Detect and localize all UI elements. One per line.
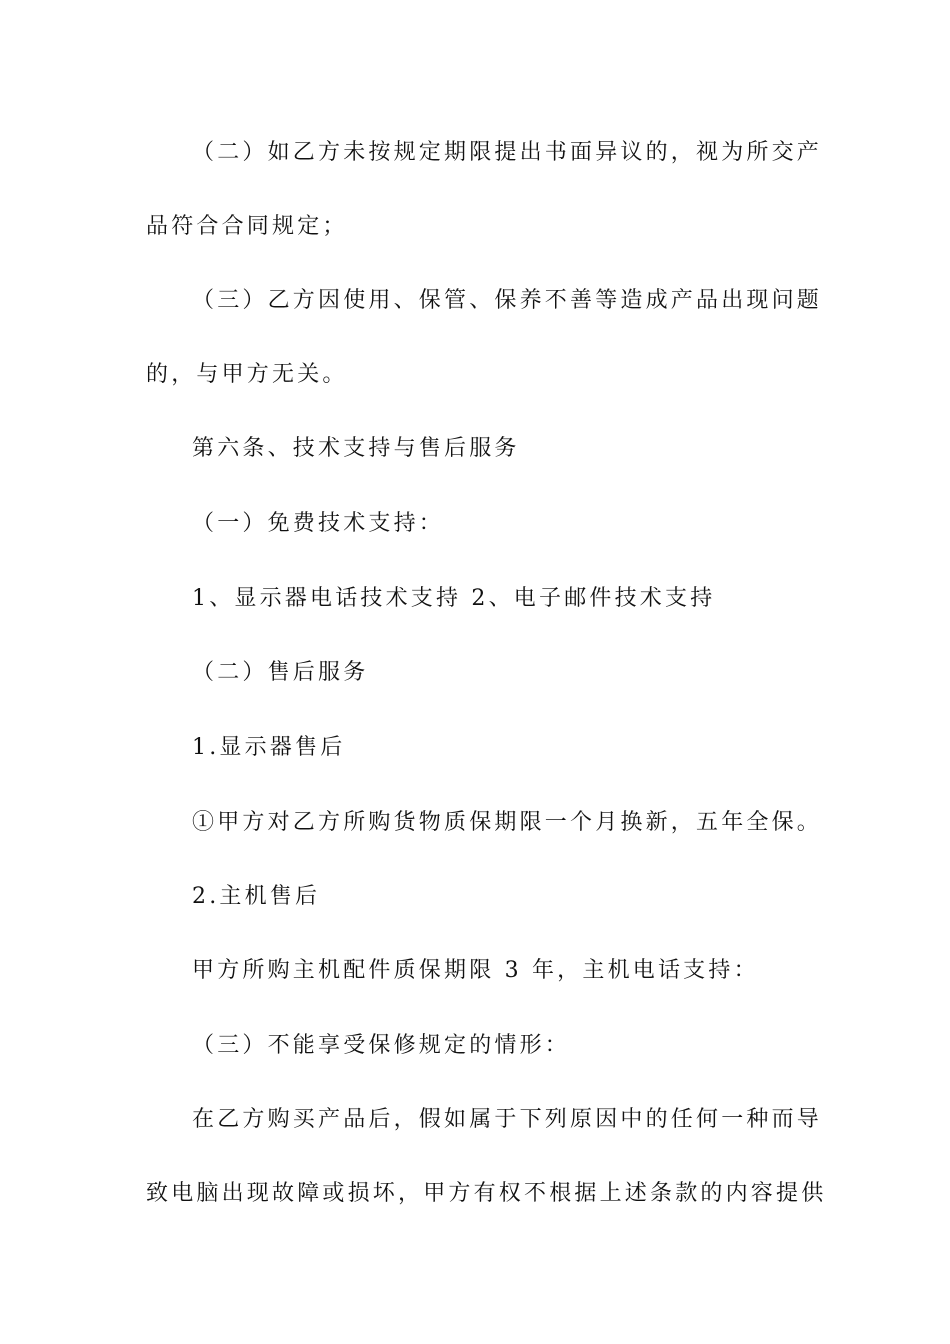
paragraph-line: 1、显示器电话技术支持 2、电子邮件技术支持 (192, 586, 716, 611)
subsection-heading: （二）售后服务 (192, 660, 369, 685)
list-item-heading: 1.显示器售后 (192, 735, 346, 760)
paragraph-line: 甲方所购主机配件质保期限 3 年，主机电话支持： (192, 958, 759, 983)
paragraph-line: 品符合合同规定； (146, 214, 348, 239)
paragraph-line: 致电脑出现故障或损坏，甲方有权不根据上述条款的内容提供 (146, 1181, 827, 1206)
subsection-heading: （一）免费技术支持： (192, 511, 445, 536)
section-heading: 第六条、技术支持与售后服务 (192, 436, 520, 461)
paragraph-line: （三）乙方因使用、保管、保养不善等造成产品出现问题 (192, 288, 823, 313)
subsection-heading: （三）不能享受保修规定的情形： (192, 1033, 571, 1058)
paragraph-line: 在乙方购买产品后，假如属于下列原因中的任何一种而导 (192, 1107, 823, 1132)
list-item-heading: 2.主机售后 (192, 884, 321, 909)
paragraph-line: 的，与甲方无关。 (146, 362, 348, 387)
paragraph-line: ①甲方对乙方所购货物质保期限一个月换新，五年全保。 (192, 810, 823, 835)
paragraph-line: （二）如乙方未按规定期限提出书面异议的，视为所交产 (192, 140, 823, 165)
